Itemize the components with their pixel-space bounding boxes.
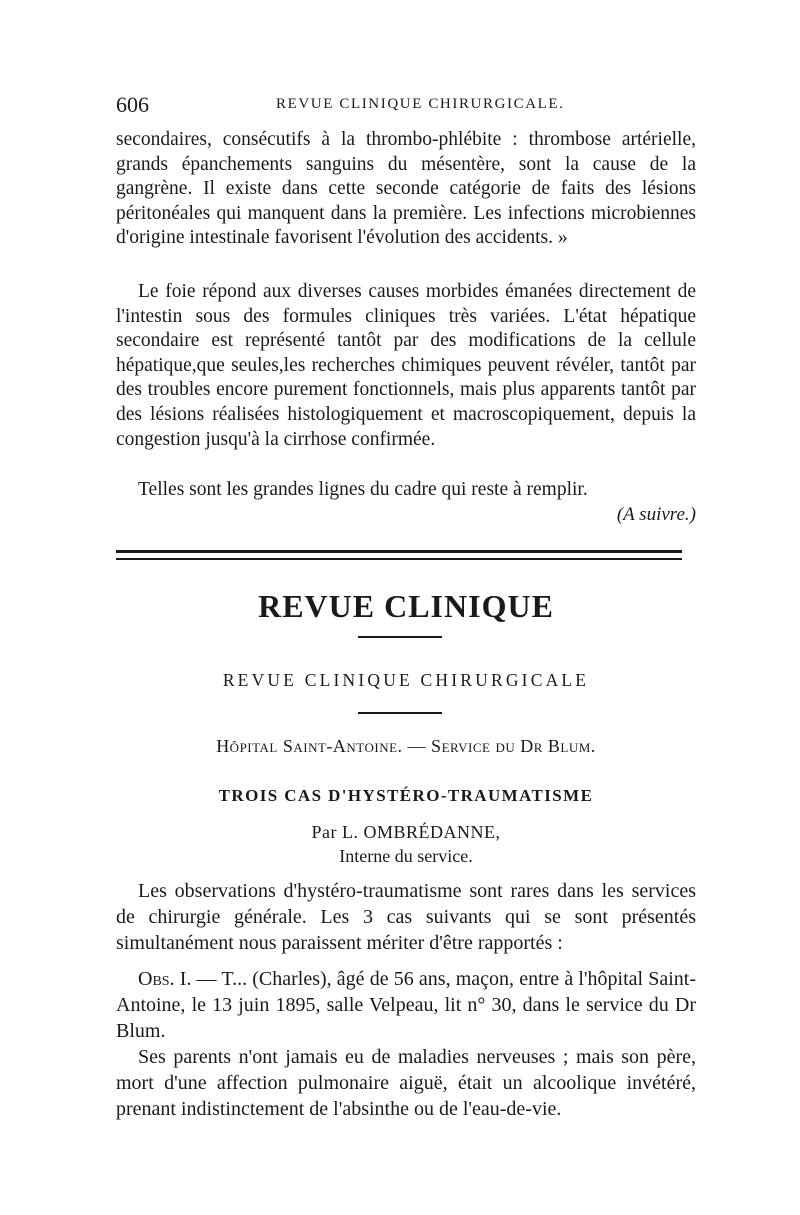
observation-text: — T... (Charles), âgé de 56 ans, maçon, entre à l'hôpital Saint-Antoine, le 13 juin 1895, salle Velpeau, lit n° 30, dans le service du Dr Blum. bbox=[116, 968, 696, 1042]
paragraph-text: secondaires, consécutifs à la thrombo-phlébite : thrombose artérielle, grands épanchements sanguins du mésentère, sont la cause de la gangrène. Il existe dans cette seconde catégorie de faits des lésions péritonéales qui manquent dans la première. Les infections microbiennes d'origine intestinale favorisent l'évolution des accidents. » bbox=[116, 129, 696, 249]
paragraph-text: Telles sont les grandes lignes du cadre qui reste à remplir. bbox=[138, 479, 588, 500]
section-divider-thick bbox=[116, 550, 682, 553]
subsection-title: REVUE CLINIQUE CHIRURGICALE bbox=[222, 670, 590, 690]
article-intro bbox=[116, 878, 696, 956]
running-title: REVUE CLINIQUE CHIRURGICALE. bbox=[276, 96, 565, 112]
subtitle-rule bbox=[358, 712, 442, 714]
page-number: 606 bbox=[116, 92, 149, 117]
paragraph-continuation bbox=[116, 128, 696, 251]
to-be-continued: (A suivre.) bbox=[616, 504, 696, 525]
author-name: Par L. OMBRÉDANNE, bbox=[311, 822, 501, 842]
paragraph-text: Le foie répond aux diverses causes morbides émanées directement de l'intestin sous des formules cliniques très variées. L'état hépatique secondaire est représenté tantôt par des modifications de la cellule hépatique,que seules,les recherches chimiques peuvent révéler, tantôt par des troubles encore purement fonctionnels, mais plus apparents tantôt par des lésions réalisées histologiquement et macroscopiquement, depuis la congestion jusqu'à la cirrhose confirmée. bbox=[116, 281, 696, 450]
author-block bbox=[116, 820, 696, 868]
paragraph-liver bbox=[116, 280, 696, 452]
author-role: Interne du service. bbox=[339, 846, 473, 866]
section-divider-thin bbox=[116, 558, 682, 560]
article-title: TROIS CAS D'HYSTÉRO-TRAUMATISME bbox=[218, 786, 594, 805]
paragraph-text bbox=[116, 966, 696, 1044]
observation-paragraph bbox=[116, 966, 696, 1044]
hospital-line: Hôpital Saint-Antoine. — Service du Dr Blum. bbox=[216, 736, 596, 756]
family-history-paragraph bbox=[116, 1044, 696, 1122]
section-title: REVUE CLINIQUE bbox=[258, 588, 554, 624]
paragraph-text: Ses parents n'ont jamais eu de maladies nerveuses ; mais son père, mort d'une affection pulmonaire aiguë, était un alcoolique invétéré, prenant indistinctement de l'absinthe ou de l'eau-de-vie. bbox=[116, 1046, 696, 1120]
running-header bbox=[116, 92, 696, 120]
paragraph-text: Les observations d'hystéro-traumatisme sont rares dans les services de chirurgie générale. Les 3 cas suivants qui se sont présentés simultanément nous paraissent mériter d'être rapportés : bbox=[116, 880, 696, 954]
observation-label: Obs. I. bbox=[138, 968, 192, 990]
title-rule bbox=[358, 636, 442, 638]
paragraph-conclusion bbox=[116, 478, 696, 503]
